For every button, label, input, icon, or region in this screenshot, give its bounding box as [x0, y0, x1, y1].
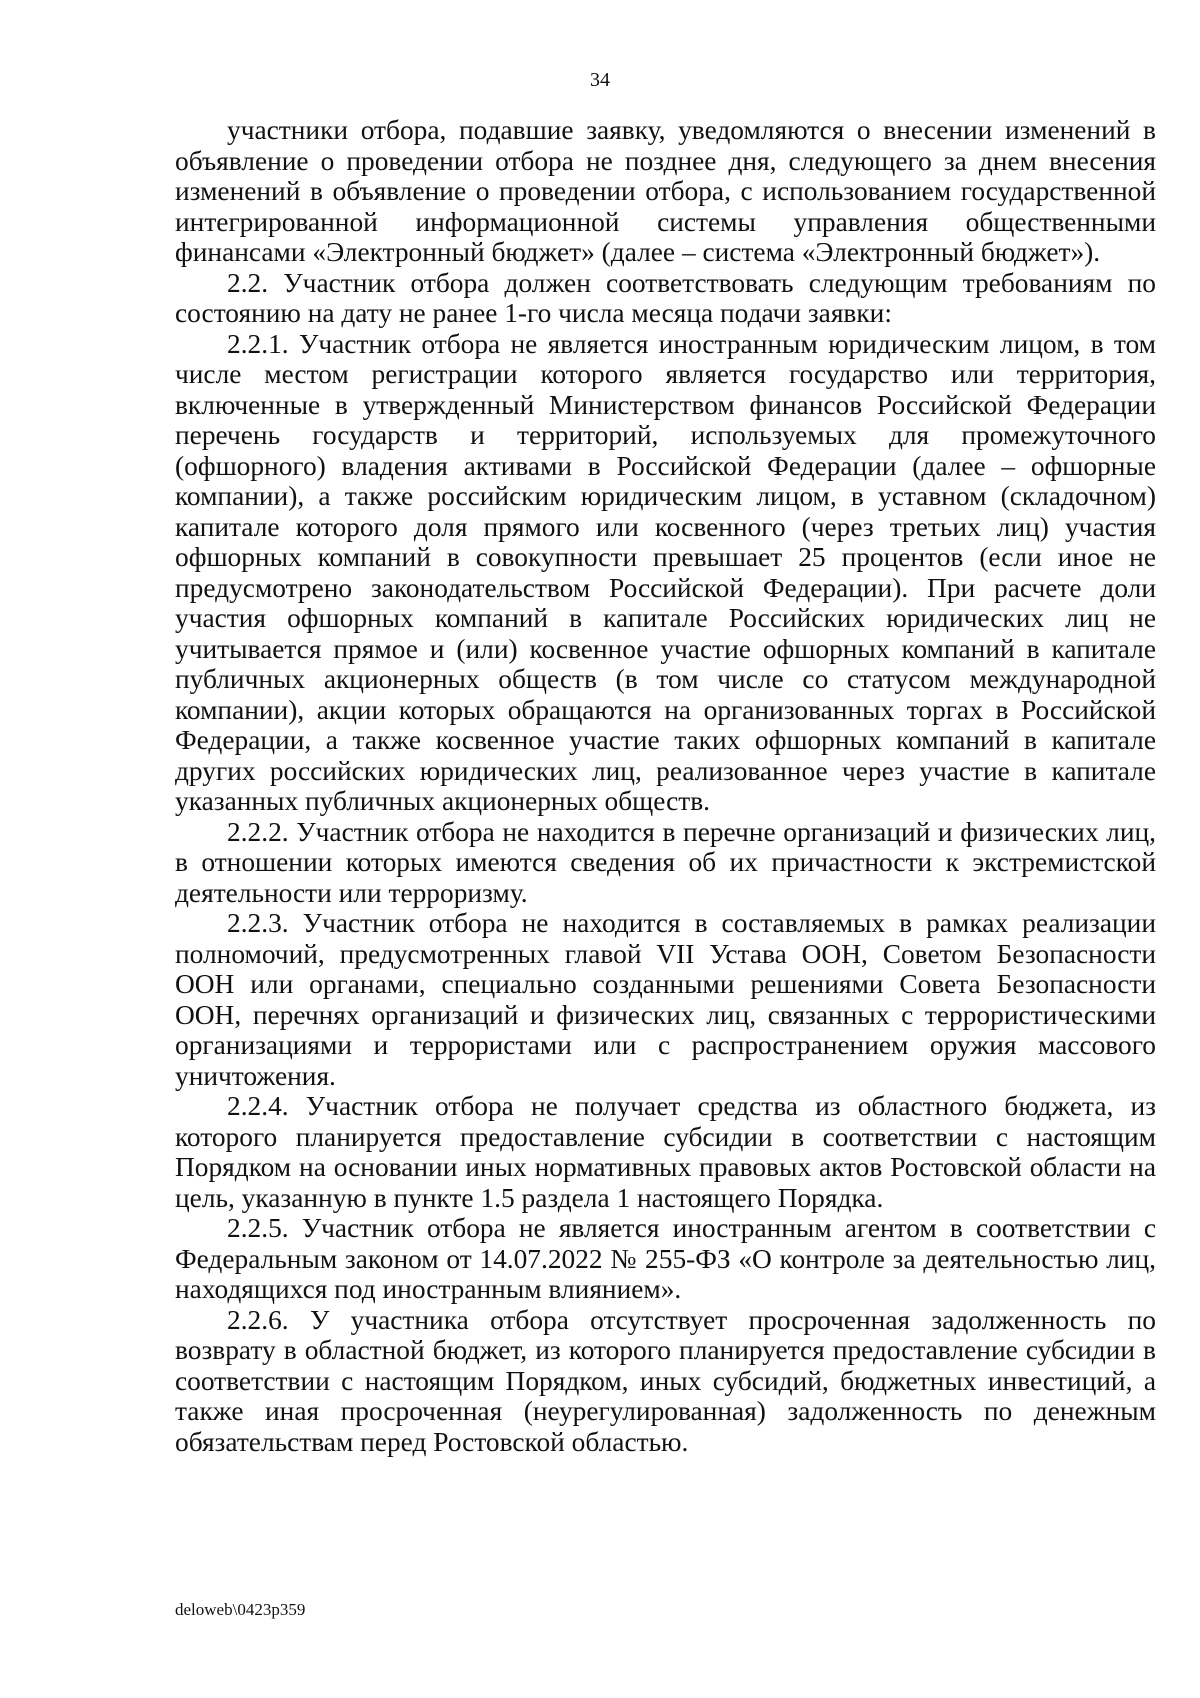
- document-registry-code: deloweb\0423p359: [175, 1600, 306, 1619]
- paragraph-2-2-2: 2.2.2. Участник отбора не находится в перечне организаций и физических лиц, в отношении которых имеются сведения об их причастности к экстремистской деятельности или терроризму.: [175, 816, 1156, 908]
- paragraph-2-2-1: 2.2.1. Участник отбора не является иностранным юридическим лицом, в том числе местом регистрации которого является государство или территория, включенные в утвержденный Министерством финансов Российской Федерации перечень государств и территорий, используемых для промежуточного (офшорного) владения активами в Российской Федерации (далее – офшорные компании), а также российским юридическим лицом, в уставном (складочном) капитале которого доля прямого или косвенного (через третьих лиц) участия офшорных компаний в совокупности превышает 25 процентов (если иное не предусмотрено законодательством Российской Федерации). При расчете доли участия офшорных компаний в капитале Российских юридических лиц не учитывается прямое и (или) косвенное участие офшорных компаний в капитале публичных акционерных обществ (в том числе со статусом международной компании), акции которых обращаются на организованных торгах в Российской Федерации, а также косвенное участие таких офшорных компаний в капитале других российских юридических лиц, реализованное через участие в капитале указанных публичных акционерных обществ.: [175, 328, 1156, 816]
- paragraph-2-2-3: 2.2.3. Участник отбора не находится в составляемых в рамках реализации полномочий, предусмотренных главой VII Устава ООН, Советом Безопасности ООН или органами, специально созданными решениями Совета Безопасности ООН, перечнях организаций и физических лиц, связанных с террористическими организациями и террористами или с распространением оружия массового уничтожения.: [175, 908, 1156, 1091]
- paragraph-2-2: 2.2. Участник отбора должен соответствовать следующим требованиям по состоянию на дату не ранее 1-го числа месяца подачи заявки:: [175, 267, 1156, 328]
- paragraph-2-2-6: 2.2.6. У участника отбора отсутствует просроченная задолженность по возврату в областной бюджет, из которого планируется предоставление субсидии в соответствии с настоящим Порядком, иных субсидий, бюджетных инвестиций, а также иная просроченная (неурегулированная) задолженность по денежным обязательствам перед Ростовской областью.: [175, 1304, 1156, 1457]
- document-body: [175, 115, 1156, 1457]
- page-number: 34: [590, 69, 610, 91]
- paragraph-notification: участники отбора, подавшие заявку, уведомляются о внесении изменений в объявление о проведении отбора не позднее дня, следующего за днем внесения изменений в объявление о проведении отбора, с использованием государственной интегрированной информационной системы управления общественными финансами «Электронный бюджет» (далее – система «Электронный бюджет»).: [175, 115, 1156, 267]
- paragraph-2-2-5: 2.2.5. Участник отбора не является иностранным агентом в соответствии с Федеральным законом от 14.07.2022 № 255-ФЗ «О контроле за деятельностью лиц, находящихся под иностранным влиянием».: [175, 1213, 1156, 1304]
- paragraph-2-2-4: 2.2.4. Участник отбора не получает средства из областного бюджета, из которого планируется предоставление субсидии в соответствии с настоящим Порядком на основании иных нормативных правовых актов Ростовской области на цель, указанную в пункте 1.5 раздела 1 настоящего Порядка.: [175, 1091, 1156, 1213]
